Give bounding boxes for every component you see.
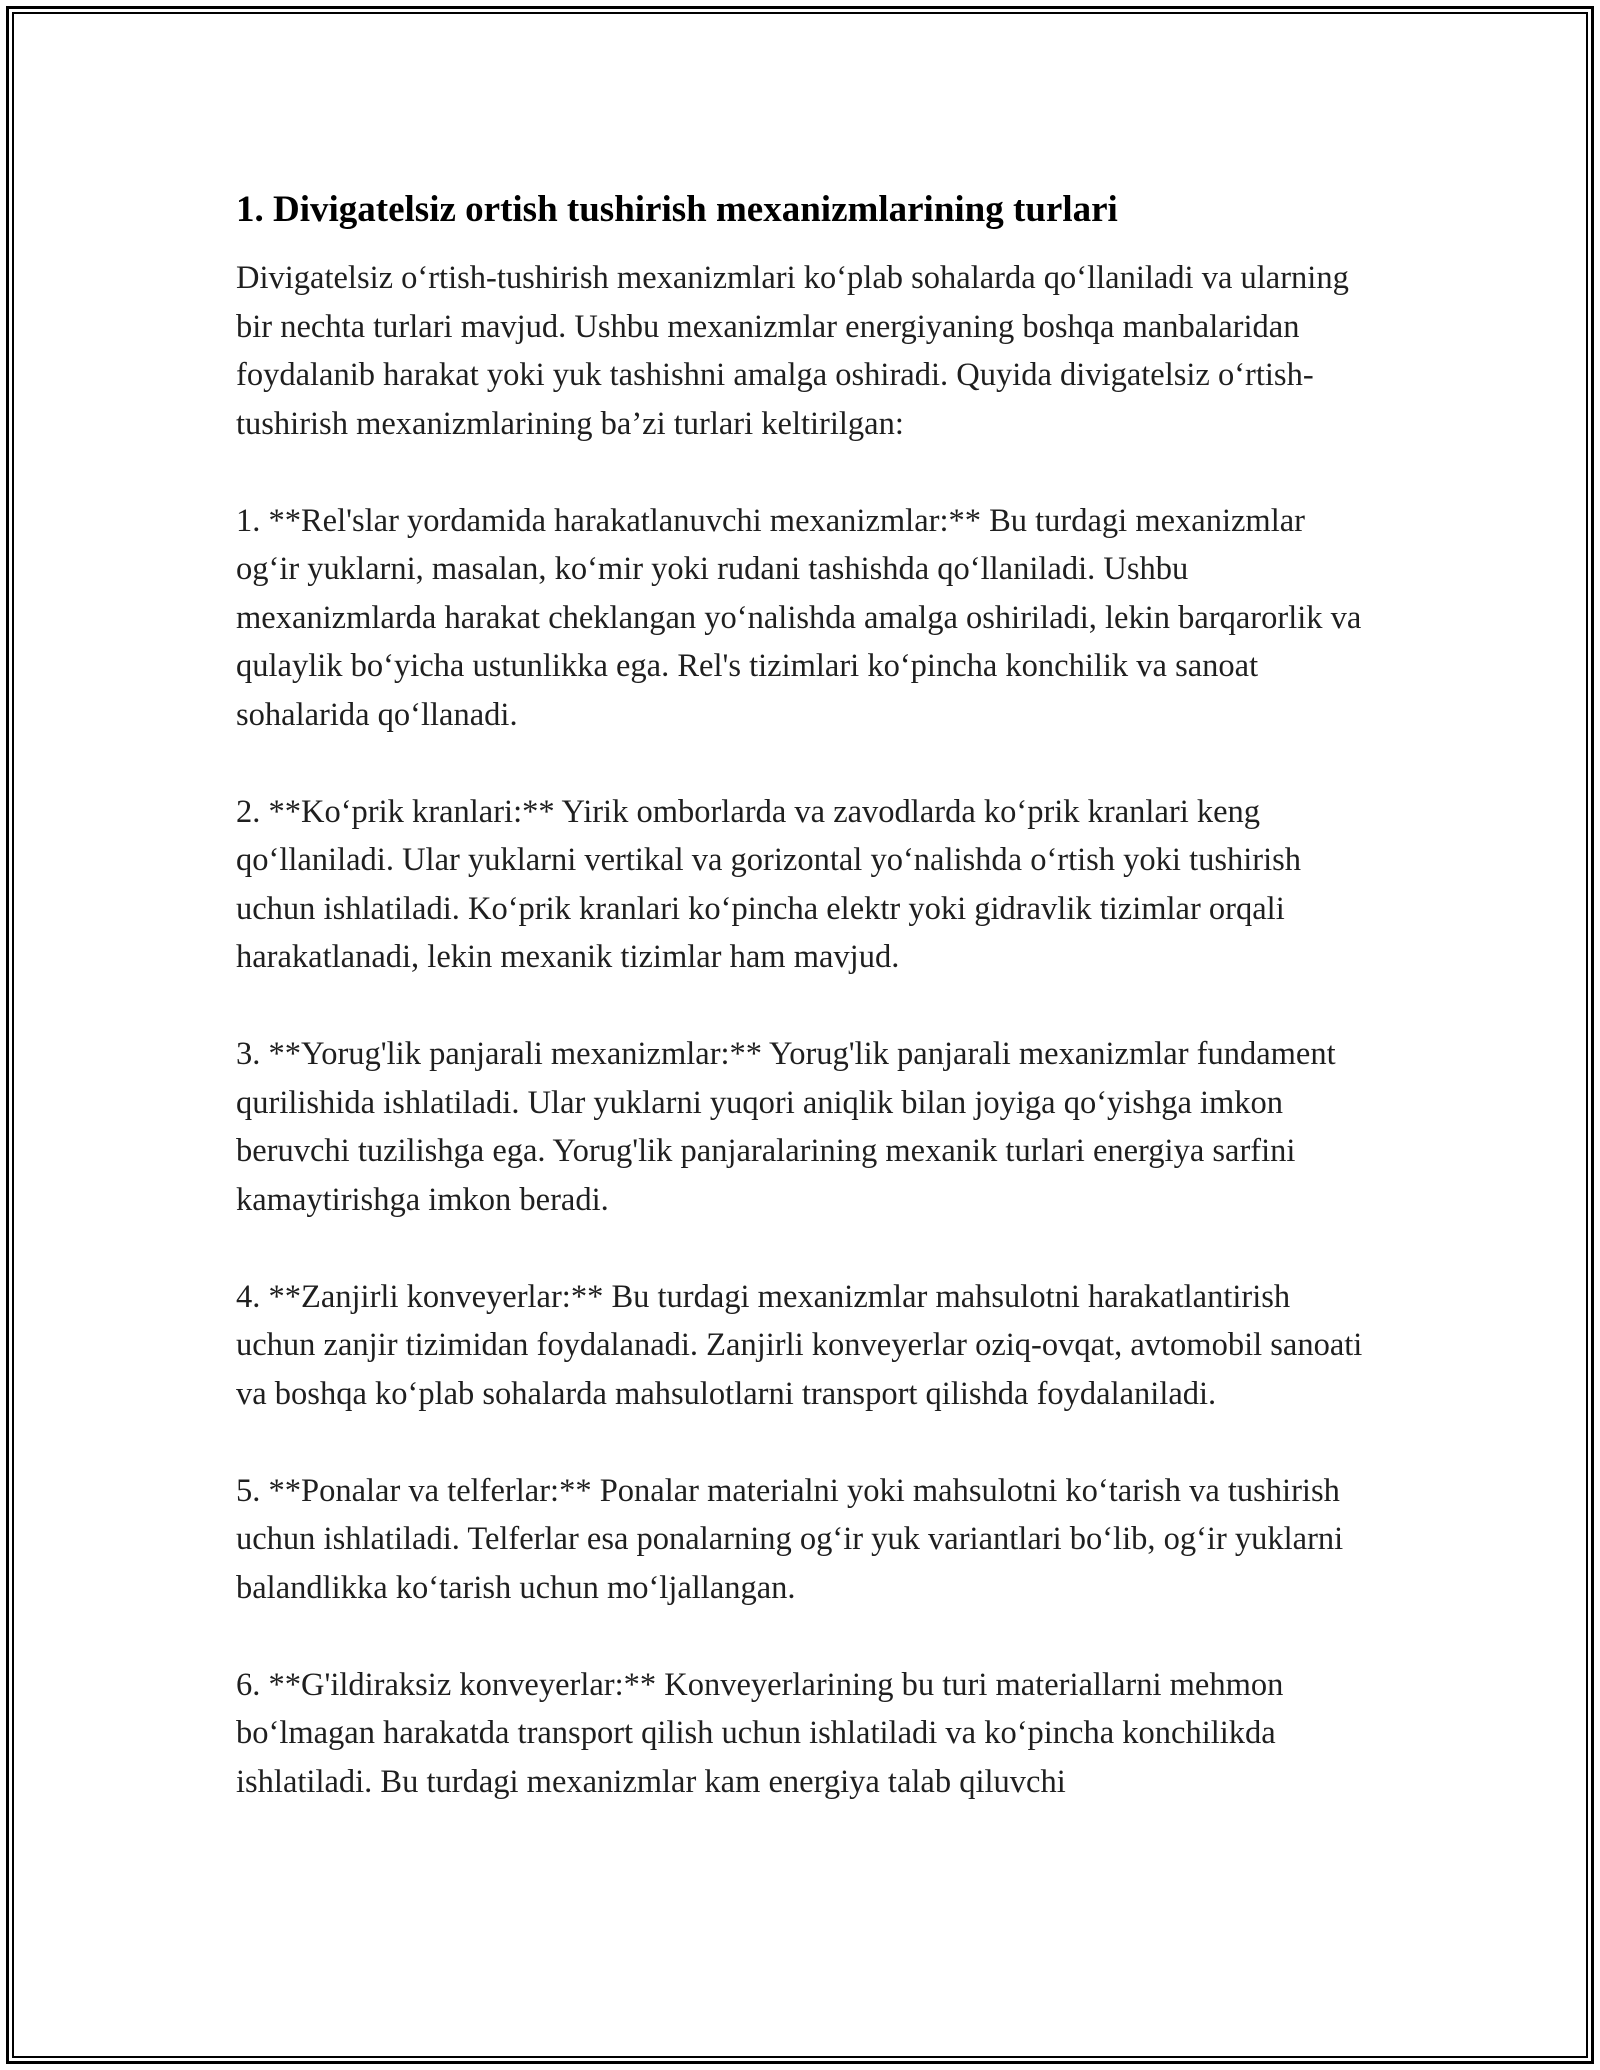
list-item-rails: 1. **Rel'slar yordamida harakatlanuvchi mexanizmlar:** Bu turdagi mexanizmlar og‘ir yuklarni, masalan, ko‘mir yoki rudani tashishda qo‘llaniladi. Ushbu mexanizmlarda harakat cheklangan yo‘nalishda amalga oshiriladi, lekin barqarorlik va qulaylik bo‘yicha ustunlikka ega. Rel's tizimlari ko‘pincha konchilik va sanoat sohalarida qo‘llanadi. — [236, 502, 1370, 733]
list-item-bridge-cranes: 2. **Ko‘prik kranlari:** Yirik omborlarda va zavodlarda ko‘prik kranlari keng qo‘llaniladi. Ular yuklarni vertikal va gorizontal yo‘nalishda o‘rtish yoki tushirish uchun ishlatiladi. Ko‘prik kranlari ko‘pincha elektr yoki gidravlik tizimlar orqali harakatlanadi, lekin mexanik tizimlar ham mavjud. — [236, 793, 1310, 975]
list-item-lattice-mechanisms: 3. **Yorug'lik panjarali mexanizmlar:** Yorug'lik panjarali mexanizmlar fundament qurilishida ishlatiladi. Ular yuklarni yuqori aniqlik bilan joyiga qo‘yishga imkon beruvchi tuzilishga ega. Yorug'lik panjaralarining mexanik turlari energiya sarfini kamaytirishga imkon beradi. — [236, 1036, 1344, 1218]
intro-paragraph: Divigatelsiz o‘rtish-tushirish mexanizmlari ko‘plab sohalarda qo‘llaniladi va ularning bir nechta turlari mavjud. Ushbu mexanizmlar energiyaning boshqa manbalaridan foydalanib harakat yoki yuk tashishni amalga oshiradi. Quyida divigatelsiz o‘rtish-tushirish mexanizmlarining ba’zi turlari keltirilgan: — [236, 260, 1357, 442]
list-item-chain-conveyors: 4. **Zanjirli konveyerlar:** Bu turdagi mexanizmlar mahsulotni harakatlantirish uchun zanjir tizimidan foydalanadi. Zanjirli konveyerlar oziq-ovqat, avtomobil sanoati va boshqa ko‘plab sohalarda mahsulotlarni transport qilishda foydalaniladi. — [236, 1278, 1371, 1412]
list-item-wheelless-conveyors: 6. **G'ildiraksiz konveyerlar:** Konveyerlarining bu turi materiallarni mehmon bo‘lmagan harakatda transport qilish uchun ishlatiladi va ko‘pincha konchilikda ishlatiladi. Bu turdagi mexanizmlar kam energiya talab qiluvchi — [236, 1666, 1292, 1800]
list-item-wedges-telphers: 5. **Ponalar va telferlar:** Ponalar materialni yoki mahsulotni ko‘tarish va tushirish uchun ishlatiladi. Telferlar esa ponalarning og‘ir yuk variantlari bo‘lib, og‘ir yuklarni balandlikka ko‘tarish uchun mo‘ljallangan. — [236, 1472, 1352, 1606]
document-body — [236, 186, 1376, 1855]
section-heading: 1. Divigatelsiz ortish tushirish mexanizmlarining turlari — [236, 189, 1118, 230]
